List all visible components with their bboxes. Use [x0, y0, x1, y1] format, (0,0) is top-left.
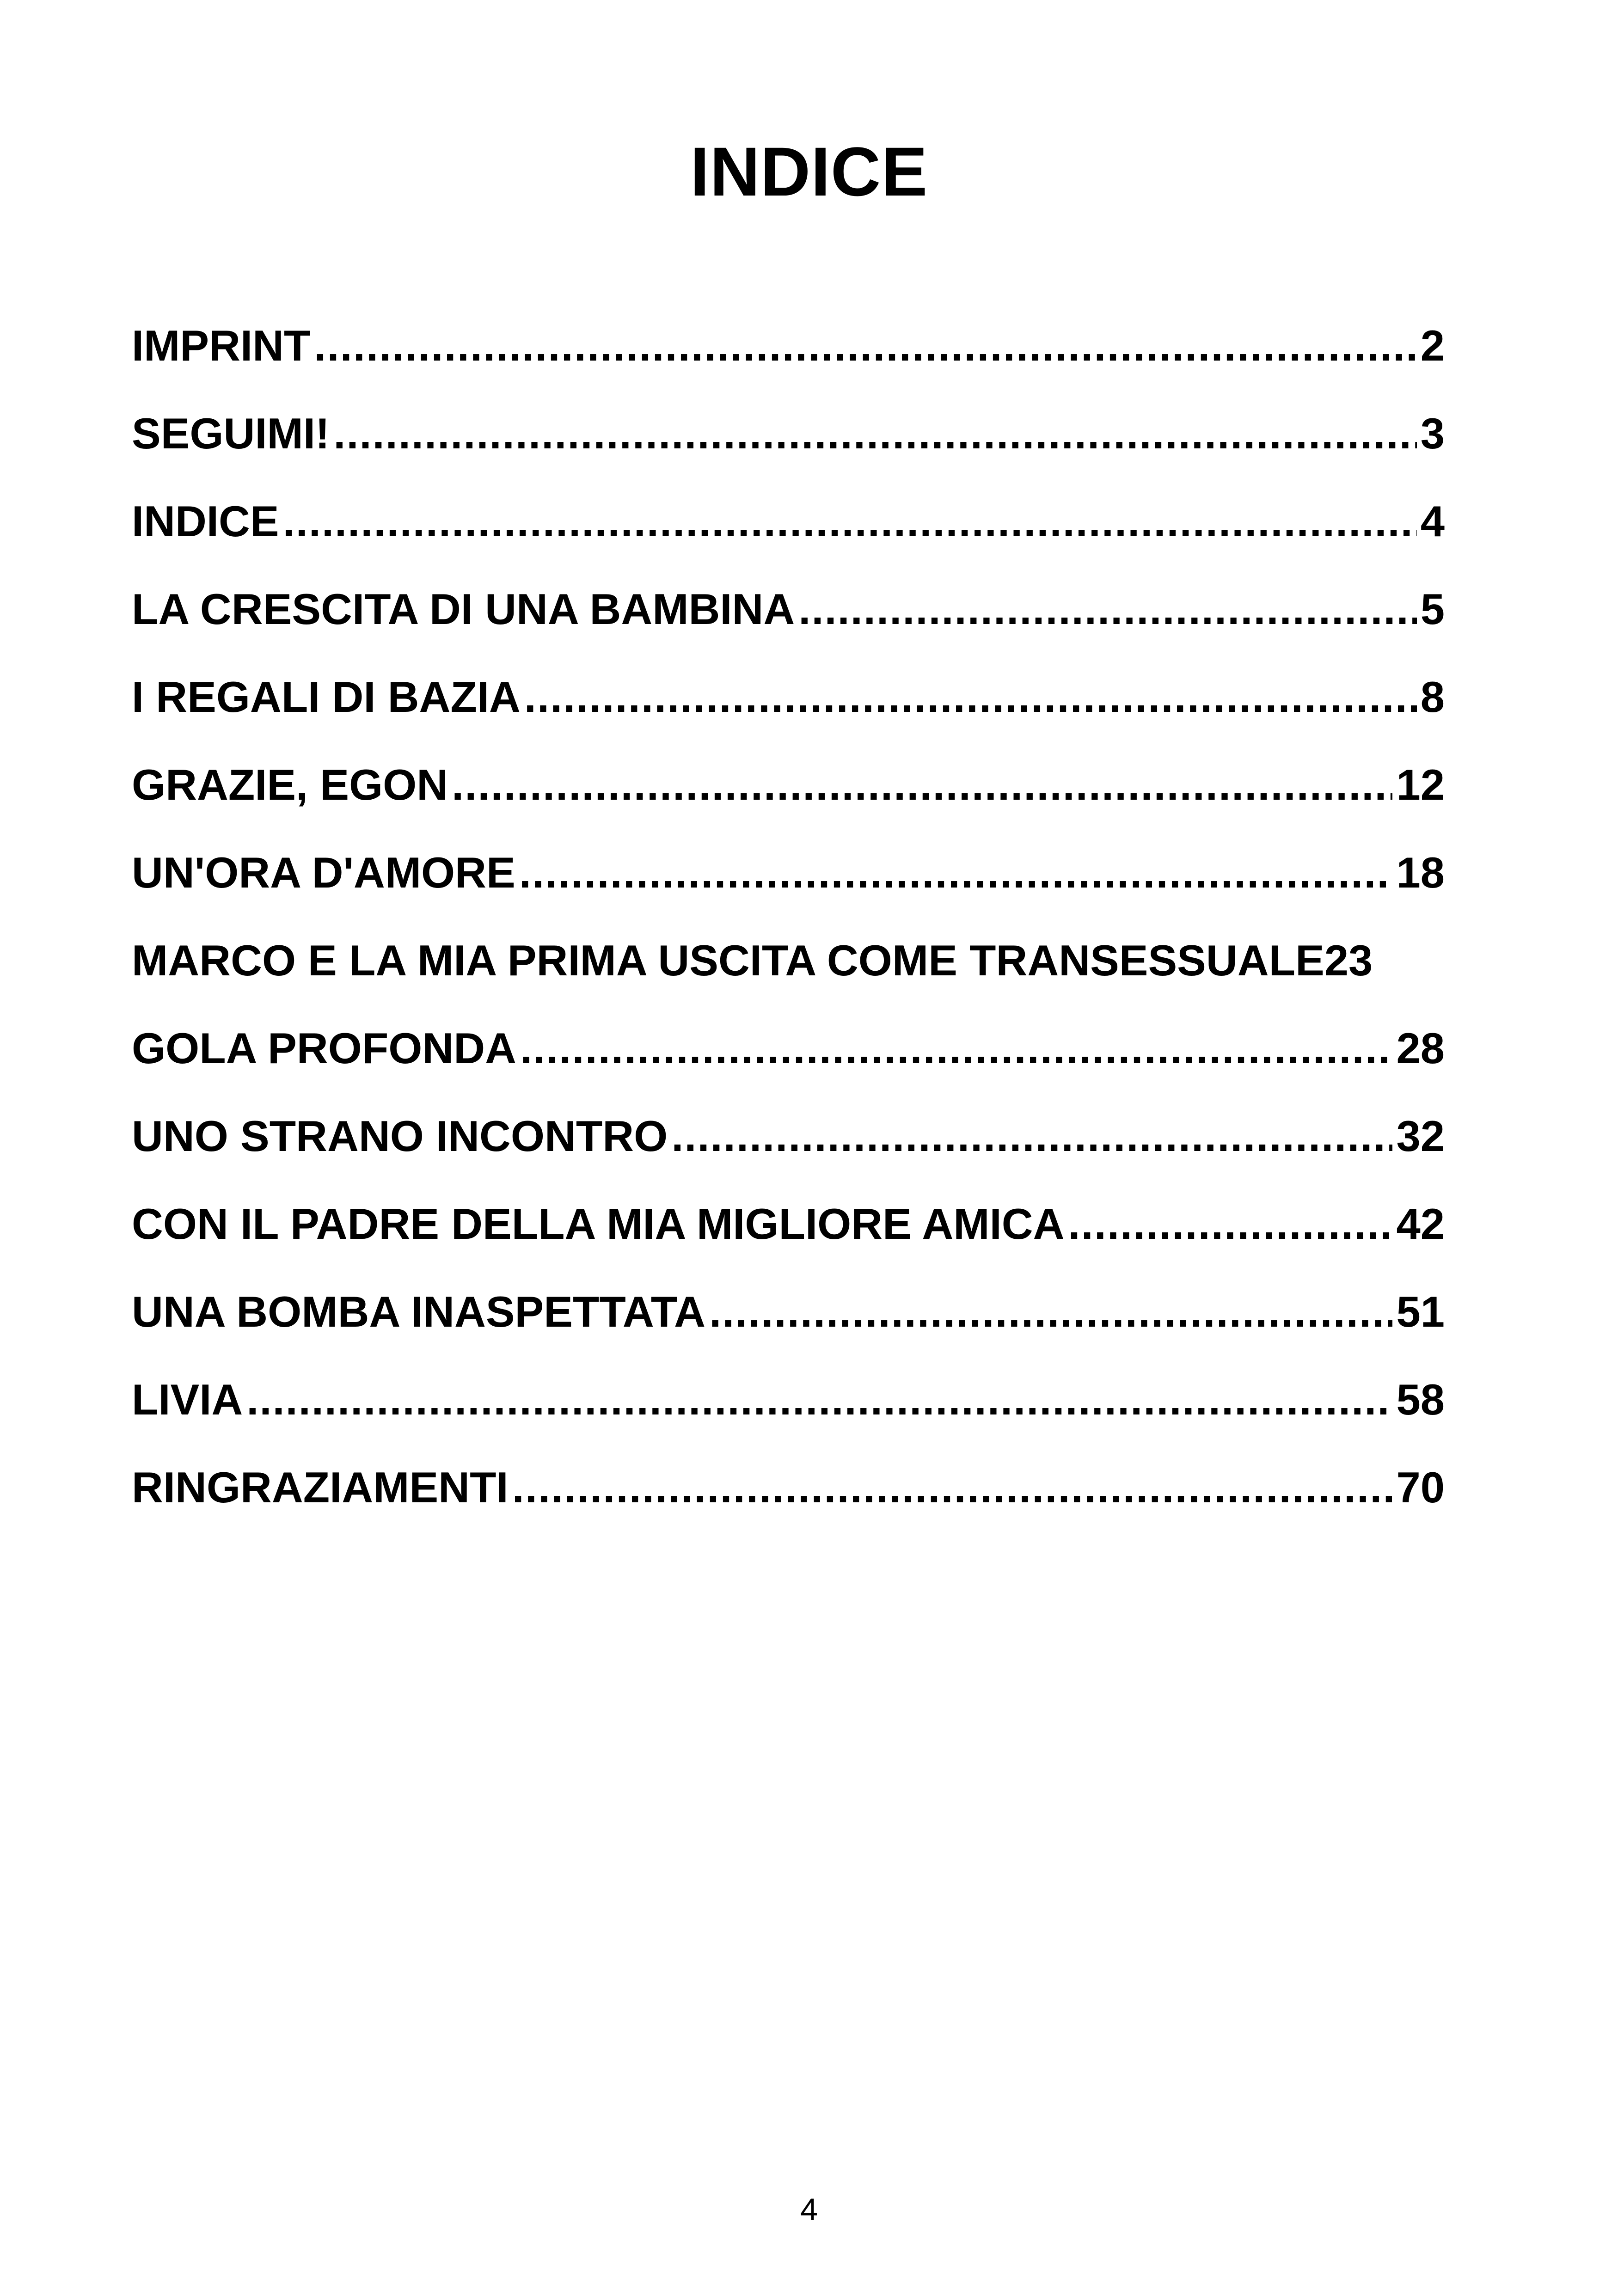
toc-entry-un-ora-d-amore[interactable] [132, 817, 1445, 905]
page-number: 4 [800, 2192, 818, 2227]
toc-entry-page: 8 [1420, 673, 1445, 721]
toc-entry-imprint[interactable] [132, 290, 1445, 378]
dot-leader [333, 406, 1416, 466]
toc-entry-page: 70 [1396, 1463, 1445, 1512]
toc-entry-page: 51 [1396, 1287, 1445, 1336]
toc-entry-page: 28 [1396, 1024, 1445, 1072]
dot-leader [798, 582, 1416, 642]
toc-entry-page: 42 [1396, 1200, 1445, 1248]
dot-leader [671, 1108, 1392, 1169]
toc-entry-title: I REGALI DI BAZIA [132, 673, 521, 721]
toc-entry-la-crescita-di-una-bambina[interactable] [132, 554, 1445, 642]
toc-entry-title: UNA BOMBA INASPETTATA [132, 1287, 706, 1336]
toc-entry-page: 18 [1396, 848, 1445, 897]
toc-entry-title: RINGRAZIAMENTI [132, 1463, 509, 1512]
toc-entry-i-regali-di-bazia[interactable] [132, 642, 1445, 729]
toc-entry-title: CON IL PADRE DELLA MIA MIGLIORE AMICA [132, 1200, 1065, 1248]
toc-entry-title: IMPRINT [132, 321, 311, 370]
toc-entry-grazie-egon[interactable] [132, 729, 1445, 817]
toc-entry-title: MARCO E LA MIA PRIMA USCITA COME TRANSESSUALE [132, 936, 1324, 985]
dot-leader [709, 1284, 1392, 1344]
toc-entry-indice[interactable] [132, 466, 1445, 554]
toc-entry-gola-profonda[interactable] [132, 993, 1445, 1081]
toc-entry-page: 3 [1420, 409, 1445, 458]
toc-entry-page: 32 [1396, 1112, 1445, 1160]
page-title: INDICE [690, 132, 928, 210]
toc-entry-page: 2 [1420, 321, 1445, 370]
dot-leader [246, 1372, 1392, 1432]
dot-leader [283, 494, 1417, 554]
dot-leader [452, 757, 1392, 817]
toc-entry-page: 5 [1420, 585, 1445, 633]
toc-entry-ringraziamenti[interactable] [132, 1432, 1445, 1520]
dot-leader [314, 318, 1416, 378]
dot-leader [512, 1460, 1393, 1520]
toc-entry-title: GOLA PROFONDA [132, 1024, 517, 1072]
toc-entry-uno-strano-incontro[interactable] [132, 1081, 1445, 1169]
dot-leader [520, 1021, 1392, 1081]
dot-leader [524, 669, 1417, 729]
toc-entry-title: INDICE [132, 497, 279, 545]
toc-entry-title: GRAZIE, EGON [132, 760, 448, 809]
toc-entry-title: UNO STRANO INCONTRO [132, 1112, 668, 1160]
toc-entry-page: 58 [1396, 1375, 1445, 1424]
toc-entry-con-il-padre[interactable] [132, 1169, 1445, 1256]
toc-entry-livia[interactable] [132, 1344, 1445, 1432]
toc-entry-title: SEGUIMI! [132, 409, 330, 458]
toc-entry-title: LA CRESCITA DI UNA BAMBINA [132, 585, 795, 633]
toc-entry-marco-e-la-mia-prima-uscita[interactable] [132, 905, 1445, 993]
toc-entry-title: LIVIA [132, 1375, 243, 1424]
toc-entry-title: UN'ORA D'AMORE [132, 848, 515, 897]
table-of-contents [132, 290, 1445, 1520]
toc-entry-page: 23 [1324, 936, 1373, 985]
dot-leader [1068, 1196, 1392, 1256]
dot-leader [519, 845, 1393, 905]
toc-entry-seguimi[interactable] [132, 378, 1445, 466]
toc-entry-page: 12 [1396, 760, 1445, 809]
toc-entry-una-bomba-inaspettata[interactable] [132, 1256, 1445, 1344]
toc-entry-page: 4 [1420, 497, 1445, 545]
